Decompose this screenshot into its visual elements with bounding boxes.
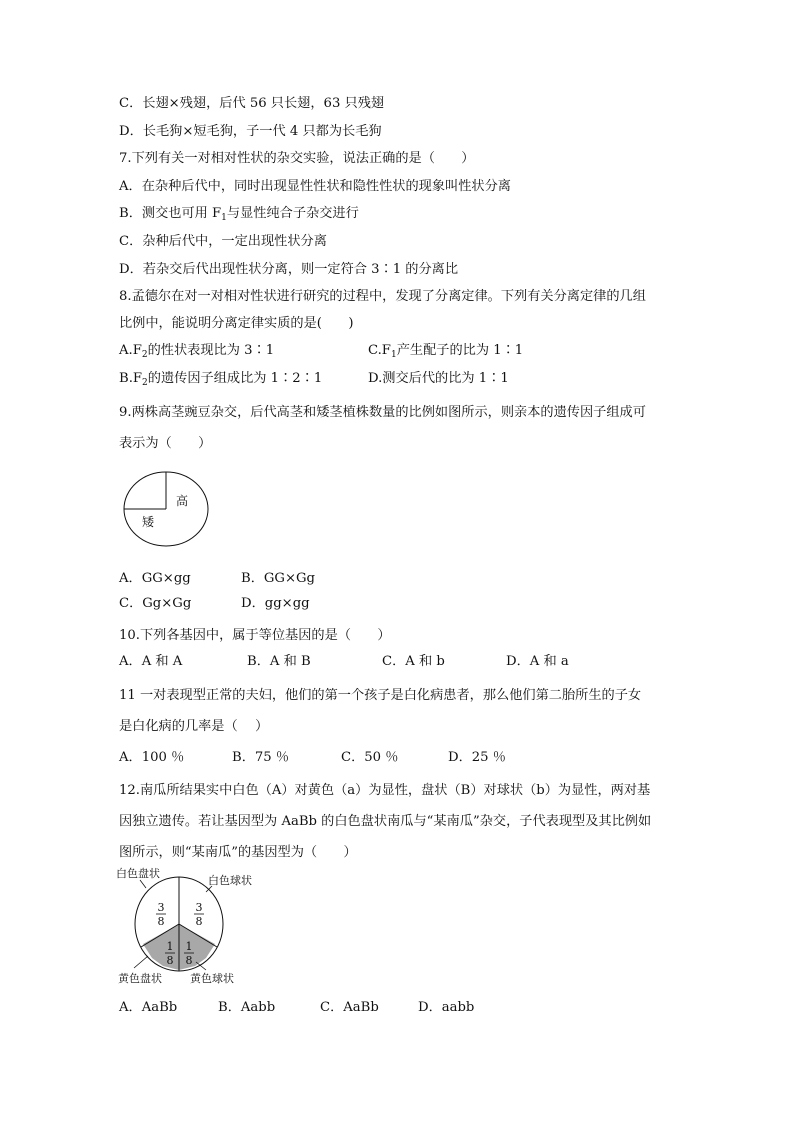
q9-pie-label-short: 矮 <box>142 515 155 529</box>
q8-option-b-sub: 2 <box>142 378 148 388</box>
q9-pie-label-tall: 高 <box>176 494 189 508</box>
q12-sector-yellow-disc <box>143 924 179 970</box>
q11-stem-line1: 11 一对表现型正常的夫妇，他们的第一个孩子是白化病患者，那么他们第二胎所生的子女 <box>119 688 642 703</box>
q11-option-a: A．100 ％ <box>119 750 185 765</box>
q12-leader-yellow-ball <box>196 962 206 970</box>
q8-option-d: D.测交后代的比为 1∶1 <box>368 371 509 386</box>
q7-option-d: D．若杂交后代出现性状分离，则一定符合 3∶1 的分离比 <box>119 262 459 277</box>
q12-option-b: B．Aabb <box>218 1000 276 1015</box>
q10-option-b: B．A 和 B <box>247 654 311 669</box>
q12-option-d: D．aabb <box>418 1000 475 1015</box>
q12-label-yellow-ball: 黄色球状 <box>190 972 234 985</box>
q7-stem: 7.下列有关一对相对性状的杂交实验，说法正确的是（ ） <box>119 151 475 166</box>
q8-option-c-pre: C.F <box>368 343 391 358</box>
q11-option-b: B．75 ％ <box>232 750 290 765</box>
q9-pie-chart <box>118 468 214 552</box>
q12-label-white-ball: 白色球状 <box>208 874 252 887</box>
q12-stem-line2: 因独立遗传。若让基因型为 AaBb 的白色盘状南瓜与“某南瓜”杂交，子代表现型及其比例如 <box>119 814 652 829</box>
q10-option-d: D．A 和 a <box>506 654 569 669</box>
q8-option-b-post: 的遗传因子组成比为 1∶2∶1 <box>147 371 323 386</box>
q8-option-a <box>119 343 274 363</box>
q8-option-b-pre: B.F <box>119 371 143 386</box>
q8-option-a-pre: A.F <box>119 343 142 358</box>
q7-option-b-pre: B．测交也可用 F <box>119 206 222 221</box>
q8-stem-line1: 8.孟德尔在对一对相对性状进行研究的过程中，发现了分离定律。下列有关分离定律的几组 <box>119 289 646 304</box>
q7-option-c: C．杂种后代中，一定出现性状分离 <box>119 234 327 249</box>
q12-frac-lower-right-num: 1 <box>185 940 193 953</box>
q12-label-white-disc: 白色盘状 <box>116 867 160 880</box>
q9-option-c: C．Gg×Gg <box>119 596 192 611</box>
q8-option-a-post: 的性状表现比为 3∶1 <box>147 343 275 358</box>
q10-option-a: A．A 和 A <box>119 654 183 669</box>
q11-stem-line2: 是白化病的几率是（ ） <box>119 719 269 734</box>
q7-option-b-post: 与显性纯合子杂交进行 <box>226 206 359 221</box>
q12-leader-white-disc <box>140 880 146 888</box>
q10-option-c: C．A 和 b <box>382 654 445 669</box>
q12-leader-yellow-disc <box>134 956 148 968</box>
q7-option-a: A．在杂种后代中，同时出现显性性状和隐性性状的现象叫性状分离 <box>119 179 511 194</box>
q12-stem-line3: 图所示，则“某南瓜”的基因型为（ ） <box>119 845 357 860</box>
q12-frac-right-num: 3 <box>195 901 203 914</box>
q9-option-d: D．gg×gg <box>241 596 310 611</box>
q12-frac-right-den: 8 <box>195 915 203 928</box>
q9-option-a: A．GG×gg <box>119 571 191 586</box>
q6-option-c: C．长翅×残翅，后代 56 只长翅，63 只残翅 <box>119 96 385 111</box>
q11-option-d: D．25 ％ <box>448 750 506 765</box>
q12-frac-left-num: 3 <box>157 901 165 914</box>
q12-frac-left-den: 8 <box>157 915 165 928</box>
q12-option-c: C．AaBb <box>320 1000 379 1015</box>
q12-frac-lower-left-den: 8 <box>166 954 174 967</box>
q10-stem: 10.下列各基因中，属于等位基因的是（ ） <box>119 628 391 643</box>
q8-option-c-sub: 1 <box>390 350 397 360</box>
q8-option-a-sub: 2 <box>141 350 148 360</box>
q7-option-b <box>119 206 359 226</box>
q12-frac-lower-left-num: 1 <box>166 940 174 953</box>
q6-option-d: D．长毛狗×短毛狗，子一代 4 只都为长毛狗 <box>119 124 382 139</box>
q7-option-b-sub: 1 <box>221 213 227 223</box>
q12-frac-lower-right-den: 8 <box>185 954 193 967</box>
q8-option-b <box>119 371 322 391</box>
q9-stem-line1: 9.两株高茎豌豆杂交，后代高茎和矮茎植株数量的比例如图所示，则亲本的遗传因子组成可 <box>119 405 646 420</box>
q9-stem-line2: 表示为（ ） <box>119 436 212 451</box>
q12-label-yellow-disc: 黄色盘状 <box>118 972 162 985</box>
q9-option-b: B．GG×Gg <box>241 571 315 586</box>
q8-stem-line2: 比例中，能说明分离定律实质的是( ) <box>119 316 354 331</box>
q12-option-a: A．AaBb <box>119 1000 178 1015</box>
q12-stem-line1: 12.南瓜所结果实中白色（A）对黄色（a）为显性，盘状（B）对球状（b）为显性，两对基 <box>119 783 651 798</box>
q8-option-c <box>368 343 523 363</box>
q8-option-c-post: 产生配子的比为 1∶1 <box>396 343 524 358</box>
q11-option-c: C．50 ％ <box>341 750 399 765</box>
q12-pie-chart <box>112 864 252 990</box>
